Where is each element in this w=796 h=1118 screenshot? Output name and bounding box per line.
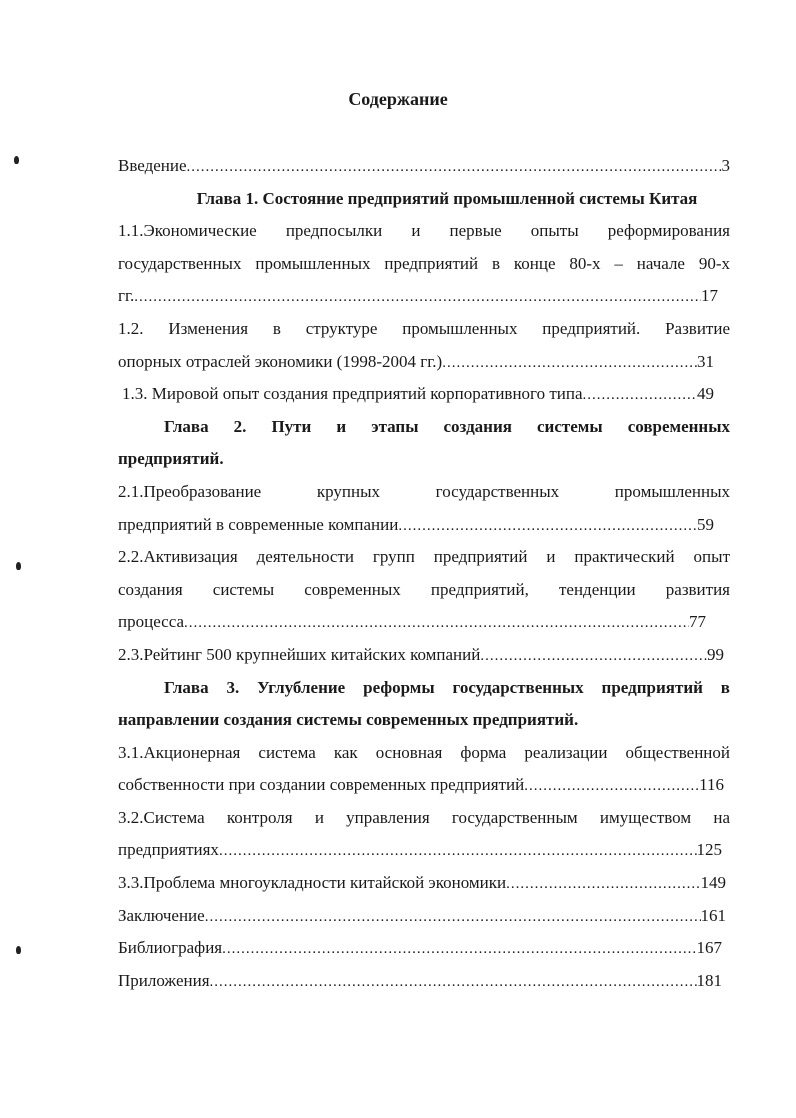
leader-dots bbox=[480, 640, 707, 672]
toc-entry-intro[interactable]: Введение ..... 3 bbox=[118, 150, 730, 183]
page-number: 167 bbox=[696, 938, 722, 958]
toc-entry-2-2-line1[interactable]: 2.2.Активизация деятельности групп предприятий и практический опыт bbox=[118, 547, 730, 567]
toc-entry-conclusion[interactable]: Заключение ..... 161 bbox=[118, 900, 730, 933]
toc-entry-3-1-line1[interactable]: 3.1.Акционерная система как основная форма реализации общественной bbox=[118, 742, 730, 762]
chapter-2-heading-line1: Глава 2. Пути и этапы создания системы современных bbox=[164, 416, 730, 436]
page-number: 181 bbox=[696, 970, 722, 990]
page-title: Содержание bbox=[348, 89, 448, 109]
toc-entry-bibliography[interactable]: Библиография ..... 167 bbox=[118, 932, 730, 965]
chapter-2-heading-line2: предприятий. bbox=[118, 449, 224, 469]
page-number: 59 bbox=[697, 514, 714, 534]
chapter-1-heading: Глава 1. Состояние предприятий промышленной системы Китая bbox=[196, 188, 698, 208]
toc-entry-3-1-line2[interactable]: собственности при создании современных предприятий ..... 116 bbox=[118, 769, 730, 802]
toc-entry-3-2-line1[interactable]: 3.2.Система контроля и управления государственным имуществом на bbox=[118, 807, 730, 827]
leader-dots bbox=[184, 607, 689, 639]
leader-dots bbox=[134, 281, 701, 313]
leader-dots bbox=[205, 901, 701, 933]
toc-entry-3-3[interactable]: 3.3.Проблема многоукладности китайской экономики ..... 149 bbox=[118, 867, 730, 900]
page-number: 3 bbox=[721, 156, 730, 175]
toc-entry-2-2-line3[interactable]: процесса ..... 77 bbox=[118, 606, 730, 639]
toc-entry-3-2-line2[interactable]: предприятиях ..... 125 bbox=[118, 834, 730, 867]
leader-dots bbox=[583, 379, 697, 411]
page-number: 161 bbox=[700, 905, 726, 925]
page-number: 77 bbox=[689, 612, 706, 632]
chapter-3-heading-line1: Глава 3. Углубление реформы государственных предприятий в bbox=[164, 677, 730, 697]
leader-dots bbox=[222, 933, 696, 965]
toc-entry-1-2-line2[interactable]: опорных отраслей экономики (1998-2004 гг.) ..... 31 bbox=[118, 346, 730, 379]
toc-entry-1-3[interactable]: 1.3. Мировой опыт создания предприятий корпоративного типа ..... 49 bbox=[118, 378, 730, 411]
leader-dots bbox=[187, 151, 722, 183]
toc-entry-2-2-line2[interactable]: создания системы современных предприятий, тенденции развития bbox=[118, 579, 730, 599]
toc-entry-1-2-line1[interactable]: 1.2. Изменения в структуре промышленных предприятий. Развитие bbox=[118, 318, 730, 338]
scan-mark bbox=[16, 946, 21, 954]
toc-entry-2-1-line2[interactable]: предприятий в современные компании ..... 59 bbox=[118, 509, 730, 542]
scan-mark bbox=[16, 562, 21, 570]
leader-dots bbox=[442, 347, 697, 379]
leader-dots bbox=[210, 966, 697, 998]
chapter-3-heading-line2: направлении создания системы современных предприятий. bbox=[118, 710, 579, 730]
toc-entry-appendix[interactable]: Приложения ..... 181 bbox=[118, 965, 730, 998]
page-number: 31 bbox=[697, 351, 714, 371]
toc-entry-2-1-line1[interactable]: 2.1.Преобразование крупных государственных промышленных bbox=[118, 481, 730, 501]
leader-dots bbox=[219, 835, 697, 867]
leader-dots bbox=[398, 510, 697, 542]
toc-entry-1-1-line3[interactable]: гг. ..... 17 bbox=[118, 280, 730, 313]
page-number: 99 bbox=[707, 644, 724, 664]
toc-entry-2-3[interactable]: 2.3.Рейтинг 500 крупнейших китайских компаний ..... 99 bbox=[118, 639, 730, 672]
toc-entry-1-1-line1[interactable]: 1.1.Экономические предпосылки и первые опыты реформирования bbox=[118, 221, 730, 241]
leader-dots bbox=[506, 868, 700, 900]
page-number: 17 bbox=[701, 286, 718, 306]
toc-entry-1-1-line2[interactable]: государственных промышленных предприятий в конце 80-х – начале 90-х bbox=[118, 253, 730, 273]
table-of-contents bbox=[118, 150, 730, 997]
page-number: 116 bbox=[699, 775, 724, 795]
page-number: 125 bbox=[696, 840, 722, 860]
leader-dots bbox=[524, 770, 699, 802]
page-number: 149 bbox=[700, 873, 726, 893]
page-number: 49 bbox=[697, 384, 714, 404]
scan-mark bbox=[14, 156, 19, 164]
